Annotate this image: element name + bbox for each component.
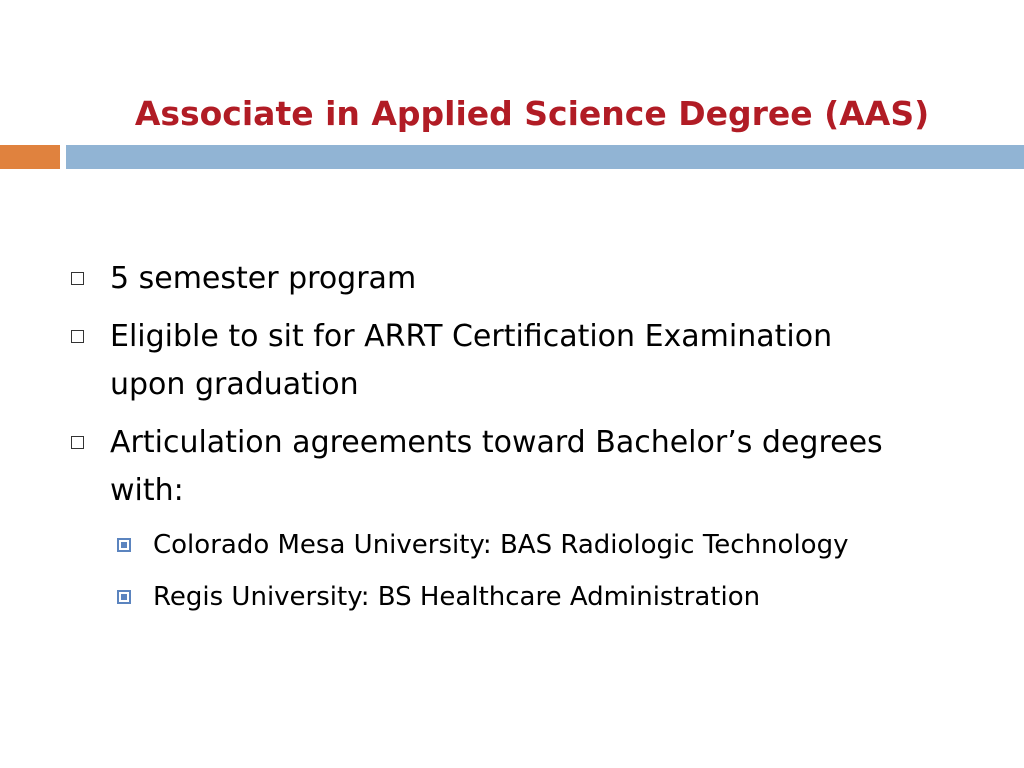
filled-square-bullet-icon [117,590,131,604]
accent-bar-orange [0,145,60,169]
hollow-square-bullet-icon [71,272,84,285]
hollow-square-bullet-icon [71,330,84,343]
bullet-text-line: Articulation agreements toward Bachelor’s degrees [110,425,883,460]
bullet-text-line: 5 semester program [110,261,417,296]
bullet-text-line: Eligible to sit for ARRT Certification Examination [110,319,833,354]
bullet-text-line: upon graduation [110,367,359,402]
hollow-square-bullet-icon [71,436,84,449]
slide-title: Associate in Applied Science Degree (AAS) [134,94,930,133]
filled-square-bullet-icon [117,538,131,552]
slide-body [60,255,1000,629]
bullet-text-line: with: [110,473,184,508]
accent-bar-blue [66,145,1024,169]
sub-bullet-item [60,577,1000,617]
bullet-item [60,255,1000,303]
bullet-item [60,419,1000,515]
sub-bullet-text: Regis University: BS Healthcare Administration [153,582,761,612]
bullet-item [60,313,1000,409]
sub-bullet-item [60,525,1000,565]
sub-bullet-text: Colorado Mesa University: BAS Radiologic Technology [153,530,849,560]
